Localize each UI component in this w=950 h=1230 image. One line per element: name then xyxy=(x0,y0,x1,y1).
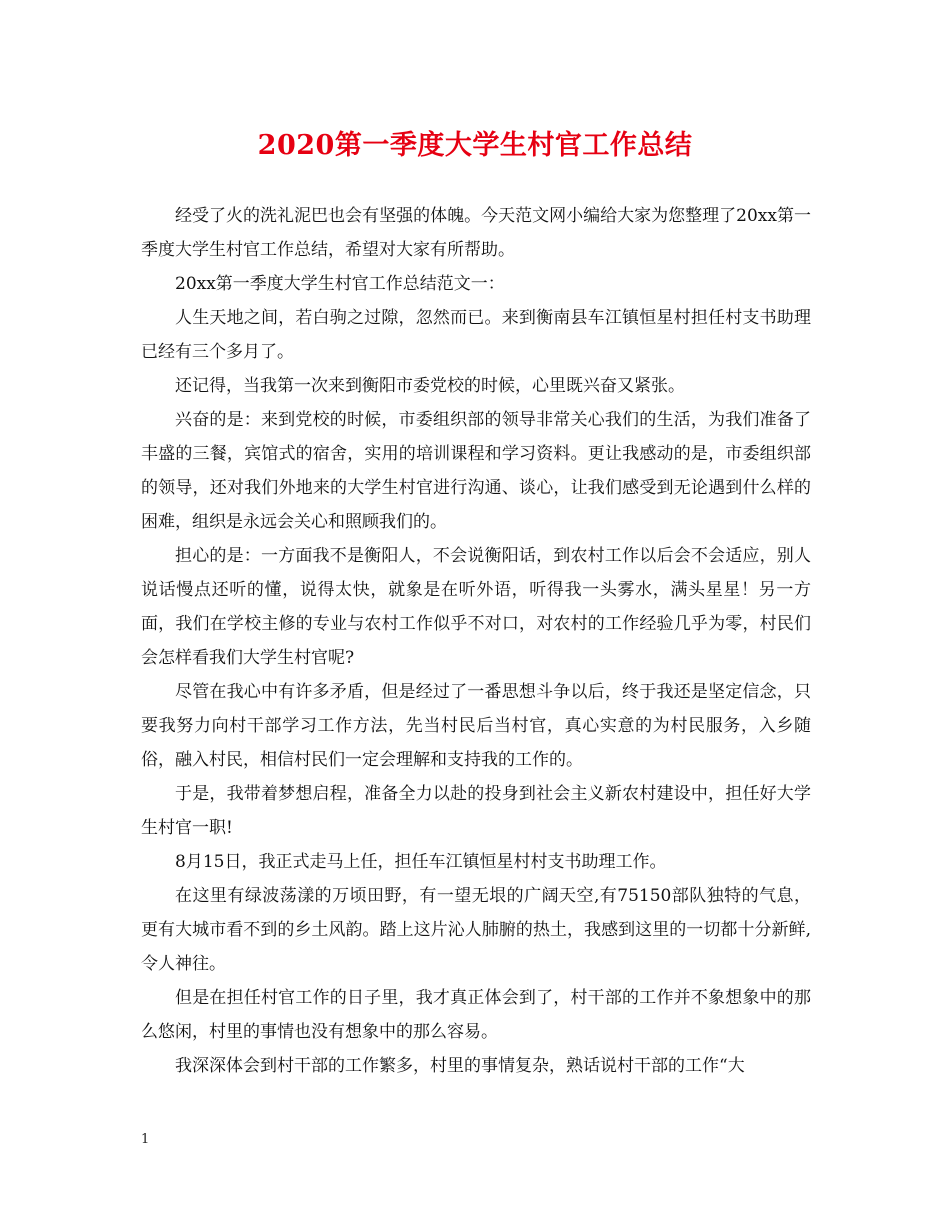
paragraph: 担心的是：一方面我不是衡阳人，不会说衡阳话，到农村工作以后会不会适应，别人说话慢点还听的懂，说得太快，就象是在听外语，听得我一头雾水，满头星星！另一方面，我们在学校主修的专业与农村工作似乎不对口，对农村的工作经验几乎为零，村民们会怎样看我们大学生村官呢? xyxy=(141,546,811,668)
paragraph-intro: 经受了火的洗礼泥巴也会有坚强的体魄。今天范文网小编给大家为您整理了20xx第一季度大学生村官工作总结，希望对大家有所帮助。 xyxy=(141,206,811,260)
paragraph: 但是在担任村官工作的日子里，我才真正体会到了，村干部的工作并不象想象中的那么悠闲，村里的事情也没有想象中的那么容易。 xyxy=(141,988,811,1042)
paragraph: 人生天地之间，若白驹之过隙，忽然而已。来到衡南县车江镇恒星村担任村支书助理已经有三个多月了。 xyxy=(141,308,811,362)
paragraph: 于是，我带着梦想启程，准备全力以赴的投身到社会主义新农村建设中，担任好大学生村官一职! xyxy=(141,784,811,838)
paragraph: 尽管在我心中有许多矛盾，但是经过了一番思想斗争以后，终于我还是坚定信念，只要我努力向村干部学习工作方法，先当村民后当村官，真心实意的为村民服务，入乡随俗，融入村民，相信村民们一定会理解和支持我的工作的。 xyxy=(141,682,811,770)
document-body xyxy=(141,199,811,1083)
paragraph: 8月15日，我正式走马上任，担任车江镇恒星村村支书助理工作。 xyxy=(175,852,667,872)
paragraph-subheading: 20xx第一季度大学生村官工作总结范文一： xyxy=(175,274,505,294)
paragraph: 我深深体会到村干部的工作繁多，村里的事情复杂，熟话说村干部的工作“大 xyxy=(175,1056,745,1076)
page-title: 2020第一季度大学生村官工作总结 xyxy=(257,130,693,161)
page-number: 1 xyxy=(141,1132,150,1147)
paragraph: 在这里有绿波荡漾的万顷田野，有一望无垠的广阔天空,有75150部队独特的气息，更有大城市看不到的乡土风韵。踏上这片沁人肺腑的热土，我感到这里的一切都十分新鲜,令人神往。 xyxy=(141,886,811,974)
paragraph: 兴奋的是：来到党校的时候，市委组织部的领导非常关心我们的生活，为我们准备了丰盛的三餐，宾馆式的宿舍，实用的培训课程和学习资料。更让我感动的是，市委组织部的领导，还对我们外地来的大学生村官进行沟通、谈心，让我们感受到无论遇到什么样的困难，组织是永远会关心和照顾我们的。 xyxy=(141,410,811,532)
paragraph: 还记得，当我第一次来到衡阳市委党校的时候，心里既兴奋又紧张。 xyxy=(175,376,685,396)
